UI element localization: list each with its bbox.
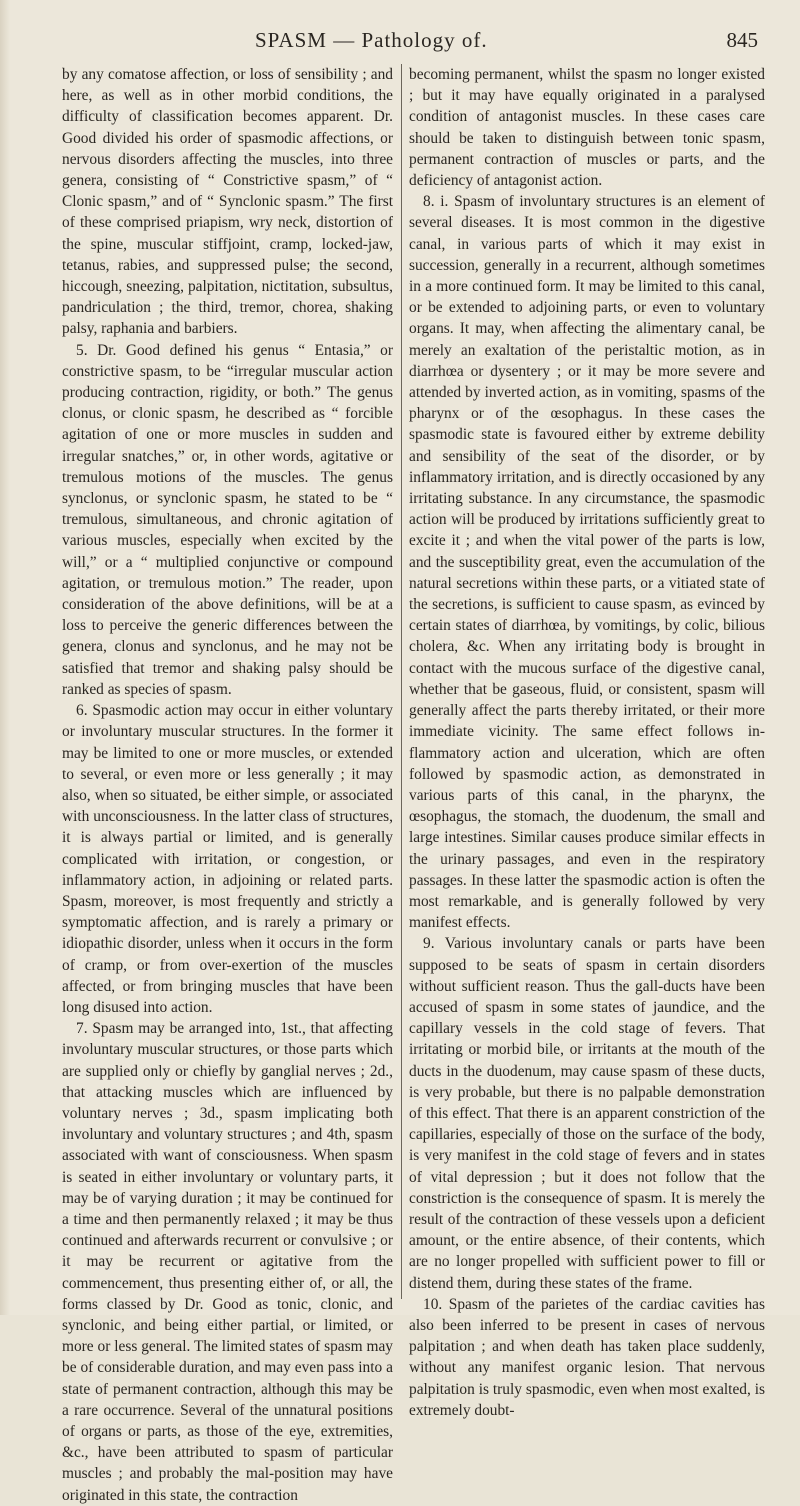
paragraph-8: 8. i. Spasm of involuntary structures is an element of several diseases. It is most common in the digestive canal, in various parts of which it may exist in succession, generally in a recurrent, although sometimes in a more continued form. It may be limited to this canal, or be extended to adjoining parts, or even to voluntary organs. It may, when affecting the alimentary canal, be merely an exaltation of the peristaltic motion, as in diarrhœa or dysentery ; or it may be more severe and attended by inverted action, as in vomiting, spasms of the pharynx or of the œsophagus. In these cases the spasmodic state is favoured either by extreme debility and sensibility of the seat of the disorder, or by inflammatory irritation, and is directly occasioned by any irritating substance. In any circumstance, the spasmodic action will be produced by irritations sufficiently great to excite it ; and when the vital power of the parts is low, and the susceptibility great, even the accumulation of the natural secretions within these parts, or a vitiated state of the secretions, is sufficient to cause spasm, as evinced by certain states of diarrhœa, by vomitings, by colic, bilious cholera, &c. When any irritating body is brought in contact with the mucous surface of the digestive canal, whether that be gaseous, fluid, or consistent, spasm will generally affect the parts thereby irritated, or their more immediate vicinity. The same effect follows inflammatory action and ulceration, which are often followed by spasmodic action, as demonstrated in various parts of this canal, in the pharynx, the œsophagus, the stomach, the duodenum, the small and large intestines. Similar causes produce similar effects in the urinary passages, and even in the respiratory passages. In these latter the spasmodic action is often the most remarkable, and is generally followed by very manifest effects.	[409, 193, 765, 932]
paragraph-5: 5. Dr. Good defined his genus “ Entasia,” or constrictive spasm, to be “irregular muscular action producing contraction, rigidity, or both.” The genus clonus, or clonic spasm, he described as “ forcible agitation of one or more muscles in sudden and irregular snatches,” or, in other words, agitative or tremulous motions of the muscles. The genus synclonus, or synclonic spasm, he stated to be “ tremulous, simultaneous, and chronic agitation of various muscles, especially when excited by the will,” or a “ multiplied conjunctive or compound agitation, or tremulous motion.” The reader, upon consideration of the above definitions, will be at a loss to perceive the generic differences between the genera, clonus and synclonus, and he may not be satisfied that tremor and shaking palsy should be ranked as species of spasm.	[62, 341, 393, 698]
paragraph-9: 9. Various involuntary canals or parts have been supposed to be seats of spasm in certain disorders without sufficient reason. Thus the gall-ducts have been accused of spasm in some states of jaundice, and the capillary vessels in the cold stage of fevers. That irritating or morbid bile, or irritants at the mouth of the ducts in the duodenum, may cause spasm of these ducts, is very probable, but there is no palpable demonstration of this effect. That there is an apparent constriction of the capillaries, especially of those on the surface of the body, is very manifest in the cold stage of fevers and in states of vital depression ; but it does not follow that the constriction is the consequence of spasm. It is merely the result of the contraction of these vessels upon a deficient amount, or the entire absence, of their contents, which are no longer propelled with sufficient power to fill or distend them, during these states of the frame.	[409, 935, 765, 1292]
paragraph-10: 10. Spasm of the parietes of the cardiac cavities has also been inferred to be present in cases of nervous palpitation ; and when death has taken place suddenly, without any manifest organic lesion. That nervous palpitation is truly spasmodic, even when most exalted, is extremely doubt-	[409, 1295, 765, 1419]
page-header	[115, 28, 758, 54]
paragraph-6: 6. Spasmodic action may occur in either voluntary or involuntary muscular structures. In the former it may be limited to one or more muscles, or extended to several, or even more or less generally ; it may also, when so situated, be either simple, or associated with unconsciousness. In the latter class of structures, it is always partial or limited, and is generally complicated with irritation, or congestion, or inflammatory action, in adjoining or related parts. Spasm, moreover, is most frequently and strictly a symptomatic affection, and is rarely a primary or idiopathic disorder, unless when it occurs in the form of cramp, or from over-exertion of the muscles affected, or from bringing muscles that have been long disused into action.	[62, 702, 393, 1016]
page-number: 845	[726, 28, 758, 52]
page-edge-shadow	[0, 0, 10, 1315]
running-head: SPASM — Pathology of.	[255, 28, 488, 52]
paragraph-7: 7. Spasm may be arranged into, 1st., that affecting involuntary muscular structures, or those parts which are supplied only or chiefly by ganglial nerves ; 2d., that attacking muscles which are influenced by voluntary nerves ; 3d., spasm implicating both involuntary and voluntary structures ; and 4th, spasm associated with want of consciousness. When spasm is seated in either involuntary or voluntary parts, it may be of varying duration ; it may be continued for a time and then permanently relaxed ; it may be thus continued and afterwards recurrent or convulsive ; or it may be recurrent or agitative from the commencement, thus presenting either of, or all, the forms classed by Dr. Good as tonic, clonic, and synclonic, and being either partial, or limited, or more or less general. The limited states of spasm may be of considerable duration, and may even pass into a state of permanent contraction, although this may be a rare occurrence. Several of the unnatural positions of organs or parts, as those of the eye, extremities, &c., have been attributed to spasm of particular muscles ; and probably the mal-position may have originated in this state, the contraction	[62, 1020, 393, 1504]
paragraph-continued-right: becoming permanent, whilst the spasm no longer existed ; but it may have equally originated in a paralysed condition of antagonist muscles. In these cases care should be taken to distinguish between tonic spasm, permanent contraction of muscles or parts, and the deficiency of antagonist action.	[409, 66, 765, 190]
left-column	[62, 64, 393, 1506]
paragraph-continued: by any comatose affection, or loss of sensibility ; and here, as well as in other morbid conditions, the difficulty of classification becomes apparent. Dr. Good divided his order of spasmodic affections, or nervous disorders affecting the muscles, into three genera, consisting of “ Constrictive spasm,” of “ Clonic spasm,” and of “ Synclonic spasm.” The first of these comprised priapism, wry neck, distortion of the spine, muscular stiffjoint, cramp, locked-jaw, tetanus, rabies, and suppressed pulse; the second, hiccough, sneezing, palpitation, nictitation, subsultus, pandriculation ; the third, tremor, chorea, shaking palsy, raphania and barbiers.	[62, 66, 393, 338]
column-divider	[401, 64, 402, 1299]
right-column	[409, 64, 765, 1421]
